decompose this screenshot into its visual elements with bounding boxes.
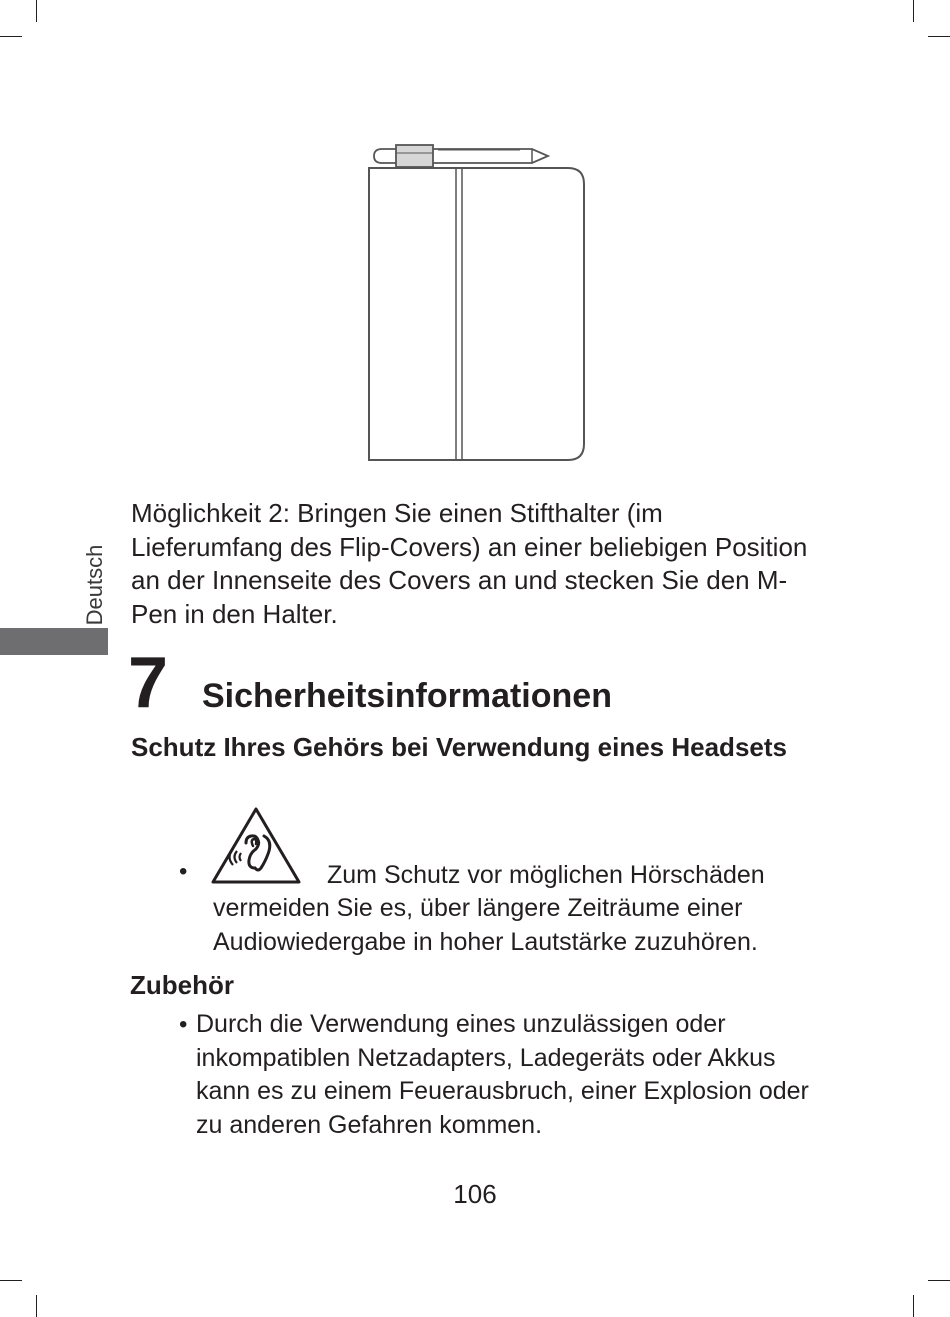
chapter-title: Sicherheitsinformationen (202, 677, 612, 715)
intro-paragraph: Möglichkeit 2: Bringen Sie einen Stifthalter (im Lieferumfang des Flip-Covers) an einer beliebigen Position an der Innenseite des Covers an und stecken Sie den M-Pen in den Halter. (131, 498, 808, 629)
hearing-warning-icon (210, 806, 302, 886)
flip-cover-outline (369, 168, 584, 460)
accessories-item-text: Durch die Verwendung eines unzulässigen oder inkompatiblen Netzadapters, Ladegeräts oder Akkus kann es zu einem Feuerausbruch, einer Explosion oder zu anderen Gefahren kommen. (196, 1010, 809, 1139)
chapter-number: 7 (128, 643, 169, 723)
language-tab (0, 628, 108, 655)
bullet: • (179, 858, 188, 885)
flip-cover-with-pen-illustration (0, 0, 950, 470)
crop-mark (928, 1280, 950, 1281)
language-label: Deutsch (82, 544, 107, 626)
hearing-item-text: vermeiden Sie es, über längere Zeiträume einer Audiowiedergabe in hoher Lautstärke zuzuhören. (213, 894, 758, 956)
crop-mark (913, 1295, 914, 1317)
crop-mark (36, 1295, 37, 1317)
section-heading-accessories: Zubehör (130, 970, 234, 1000)
bullet: • (179, 1011, 188, 1038)
page-number: 106 (453, 1179, 497, 1209)
crop-mark (0, 1280, 22, 1281)
hearing-item-first-line: Zum Schutz vor möglichen Hörschäden (327, 861, 765, 889)
section-heading-hearing: Schutz Ihres Gehörs bei Verwendung eines Headsets (131, 732, 787, 762)
pen-holder-clip (396, 145, 433, 167)
